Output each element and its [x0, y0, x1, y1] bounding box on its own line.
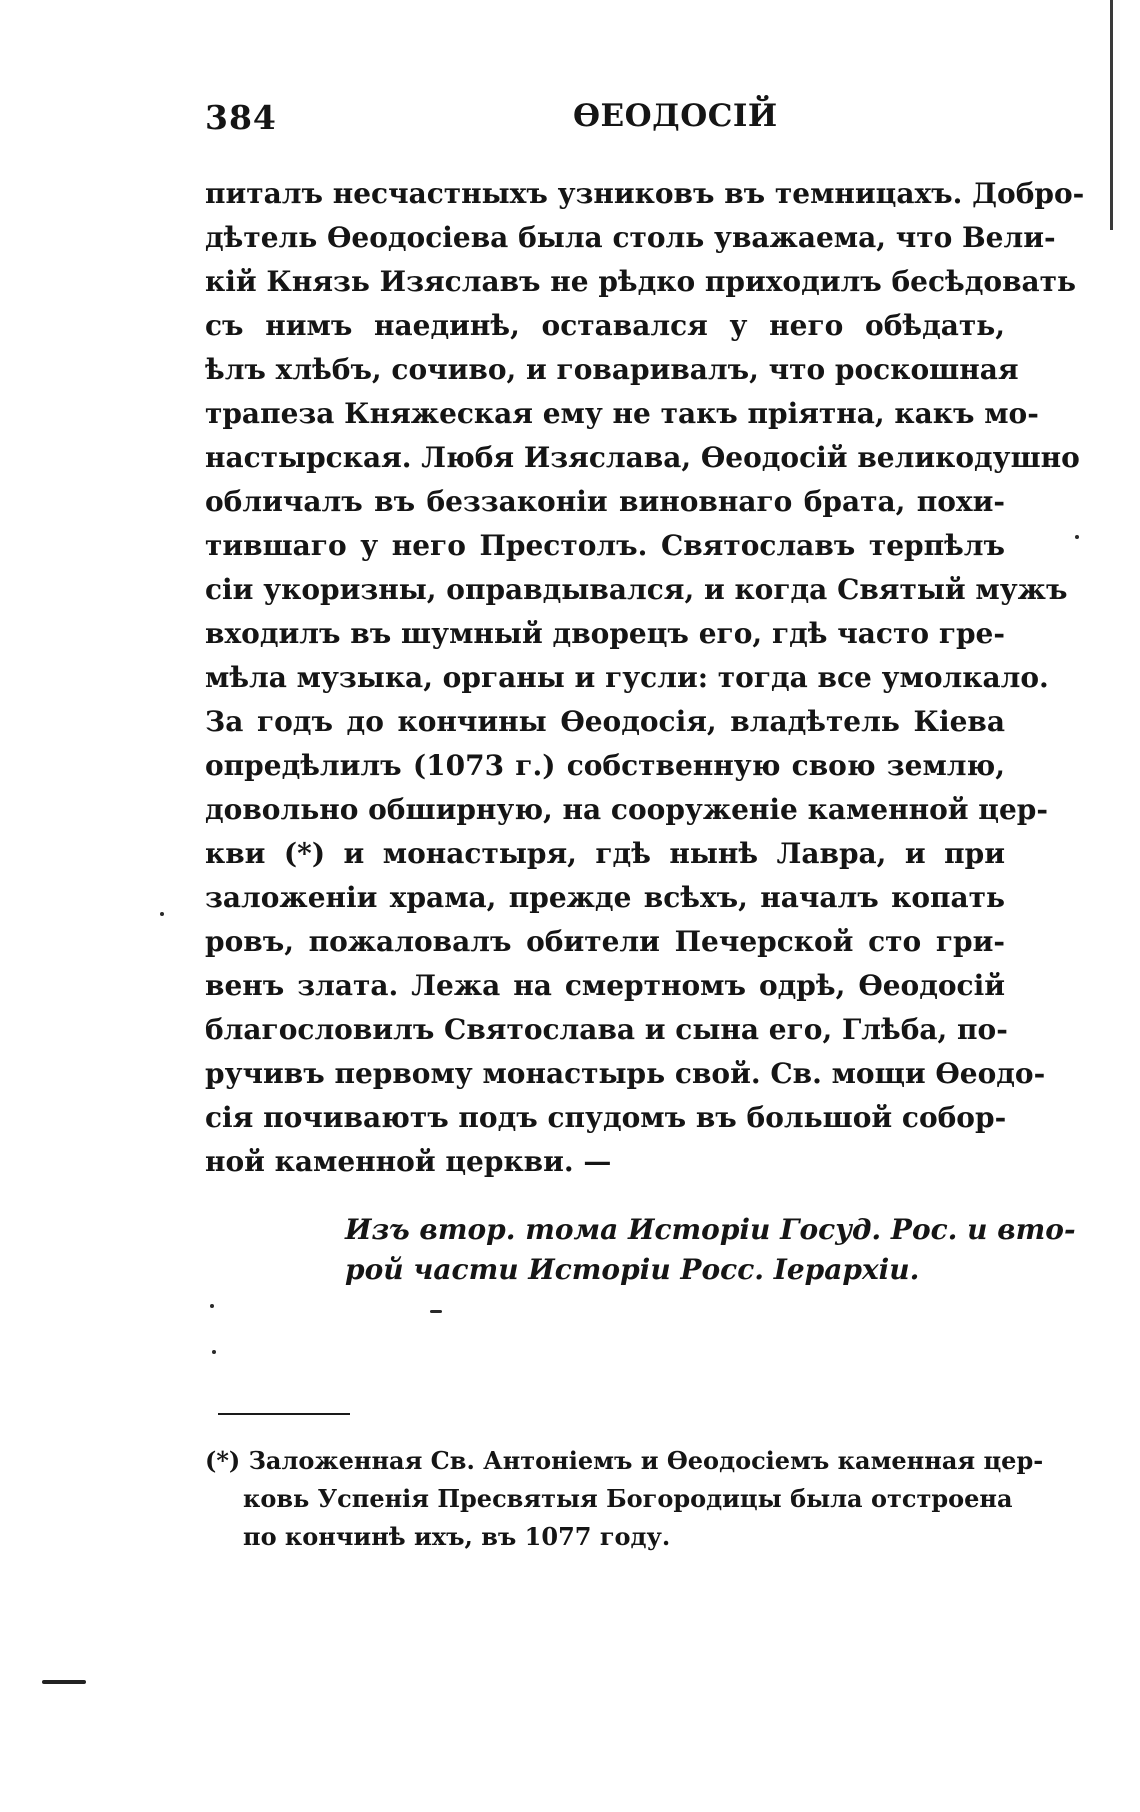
text-line: сіи укоризны, оправдывался, и когда Святый мужъ	[205, 573, 1068, 606]
page-edge-line	[1110, 0, 1113, 230]
citation-line: рой части Исторіи Росс. Іерархіи.	[345, 1253, 920, 1286]
text-line: трапеза Княжеская ему не такъ пріятна, какъ мо-	[205, 397, 1039, 430]
text-line: довольно обширную, на сооруженіе каменной цер-	[205, 793, 1048, 826]
text-line: сія почиваютъ подъ спудомъ въ большой собор-	[205, 1101, 1007, 1134]
ink-speck	[210, 1304, 214, 1308]
text-line: заложеніи храма, прежде всѣхъ, началъ копать	[205, 881, 1005, 914]
ink-speck	[212, 1350, 216, 1354]
text-line: венъ злата. Лежа на смертномъ одрѣ, Ѳеодосій	[205, 969, 1005, 1002]
text-line: настырская. Любя Изяслава, Ѳеодосій великодушно	[205, 441, 1080, 474]
ink-speck	[430, 1310, 442, 1313]
footnote-line: (*) Заложенная Св. Антоніемъ и Ѳеодосіемъ каменная цер-	[205, 1446, 1044, 1475]
text-line: обличалъ въ беззаконіи виновнаго брата, похи-	[205, 485, 1005, 518]
text-line: дѣтель Ѳеодосіева была столь уважаема, что Вели-	[205, 221, 1056, 254]
footnote-line: ковь Успенія Пресвятыя Богородицы была отстроена	[243, 1484, 1013, 1513]
text-line: входилъ въ шумный дворецъ его, гдѣ часто гре-	[205, 617, 1005, 650]
text-line: За годъ до кончины Ѳеодосія, владѣтель Кіева	[205, 705, 1005, 738]
text-line: тившаго у него Престолъ. Святославъ терпѣлъ	[205, 529, 1005, 562]
text-line: ручивъ первому монастырь свой. Св. мощи Ѳеодо-	[205, 1057, 1046, 1090]
body-text	[205, 172, 1085, 1184]
footnote-rule	[218, 1413, 350, 1415]
ink-speck	[160, 912, 164, 916]
source-citation	[345, 1210, 1076, 1290]
text-line: питалъ несчастныхъ узниковъ въ темницахъ. Добро-	[205, 177, 1085, 210]
footnote-line: по кончинѣ ихъ, въ 1077 году.	[243, 1522, 671, 1551]
text-line: ровъ, пожаловалъ обители Печерской сто гри-	[205, 925, 1005, 958]
citation-line: Изъ втор. тома Исторіи Госуд. Рос. и вто-	[345, 1213, 1076, 1246]
ink-speck	[1075, 535, 1079, 539]
text-line: опредѣлилъ (1073 г.) собственную свою землю,	[205, 749, 1005, 782]
text-line: ѣлъ хлѣбъ, сочиво, и говаривалъ, что роскошная	[205, 353, 1019, 386]
text-line: съ нимъ наединѣ, оставался у него обѣдать,	[205, 309, 1005, 342]
margin-mark	[42, 1680, 86, 1684]
text-line: ной каменной церкви. —	[205, 1145, 612, 1178]
text-line: кій Князь Изяславъ не рѣдко приходилъ бесѣдовать	[205, 265, 1077, 298]
footnote	[205, 1442, 1044, 1556]
page-header	[205, 98, 1005, 148]
text-line: кви (*) и монастыря, гдѣ нынѣ Лавра, и при	[205, 837, 1005, 870]
page-number: 384	[205, 98, 277, 137]
text-line: мѣла музыка, органы и гусли: тогда все умолкало.	[205, 661, 1049, 694]
running-head: ѲЕОДОСІЙ	[573, 98, 778, 134]
text-line: благословилъ Святослава и сына его, Глѣба, по-	[205, 1013, 1008, 1046]
